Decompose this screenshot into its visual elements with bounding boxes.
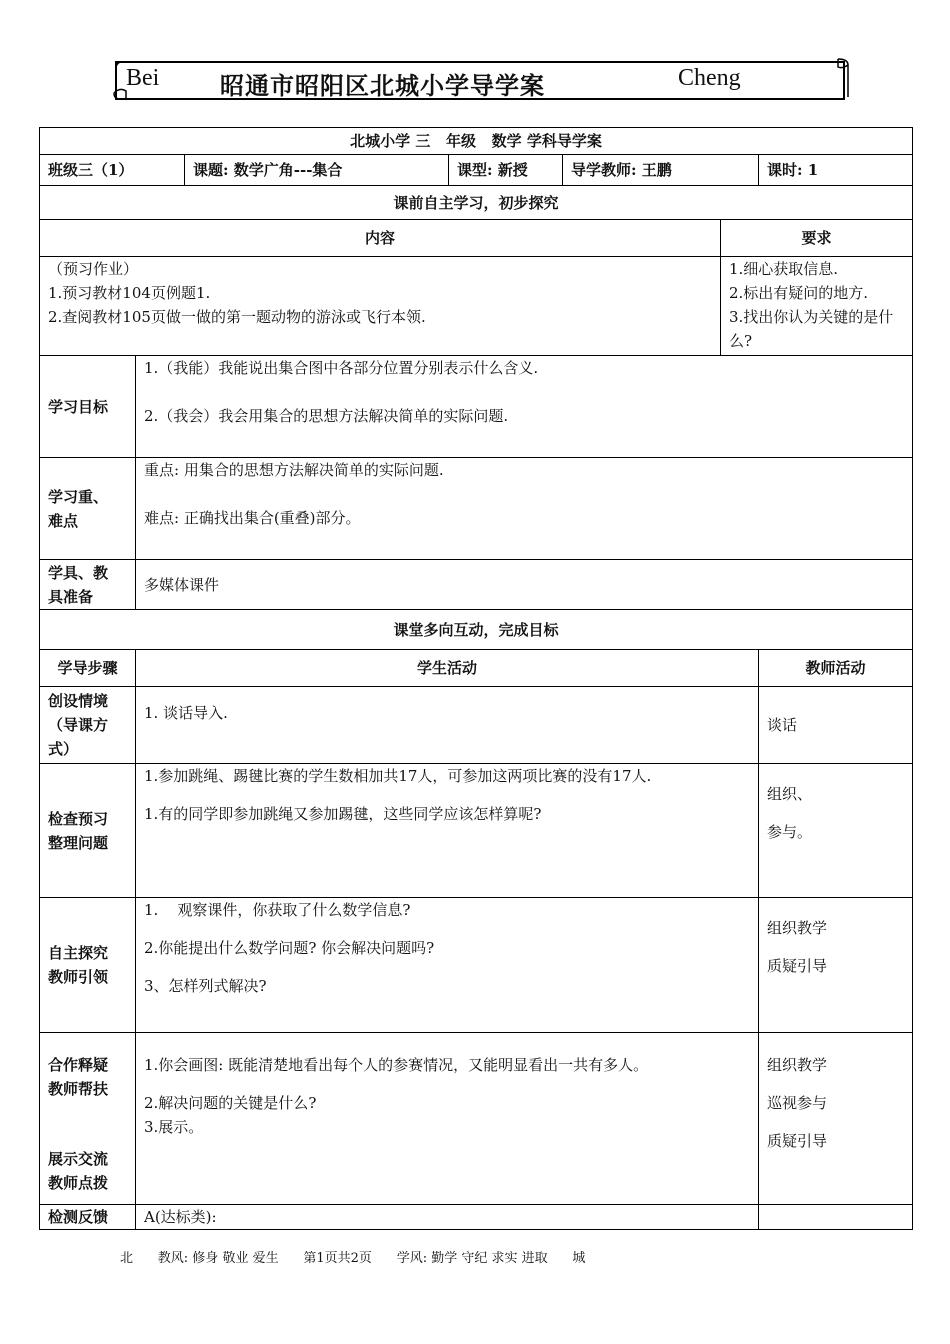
student-activity-explore: 1. 观察课件，你获取了什么数学信息? 2.你能提出什么数学问题? 你会解决问题吗? 3、怎样列式解决? [136,898,759,1033]
student-activity-check: 1.参加跳绳、踢毽比赛的学生数相加共17人，可参加这两项比赛的没有17人. 1.有的同学即参加跳绳又参加踢毽，这些同学应该怎样算呢? [136,764,759,898]
teacher-activity-feedback [759,1205,913,1230]
section-preclass-title: 课前自主学习，初步探究 [40,186,913,220]
lesson-plan-table [39,127,913,1230]
step-cooperate-display: 合作释疑 教师帮扶 展示交流 教师点拨 [40,1033,136,1205]
goal-item: 1.（我能）我能说出集合图中各部分位置分别表示什么含义. [144,359,539,377]
requirement-header: 要求 [721,220,913,257]
teacher-activity-check: 组织、 参与。 [759,764,913,898]
preview-line: （预习作业） [48,260,139,278]
step-feedback: 检测反馈 [40,1205,136,1230]
teacher-activity-situation: 谈话 [759,687,913,764]
focus-text: 重点: 用集合的思想方法解决简单的实际问题. [144,461,444,479]
banner-left-text: Bei [126,65,160,91]
teacher-activity-explore: 组织教学 质疑引导 [759,898,913,1033]
topic-cell: 课题: 数学广角---集合 [185,155,449,186]
goal-item: 2.（我会）我会用集合的思想方法解决简单的实际问题. [144,407,509,425]
student-activity-header: 学生活动 [136,650,759,687]
student-activity-feedback: A(达标类): [136,1205,759,1230]
preview-content [40,257,721,356]
requirement-line: 2.标出有疑问的地方. [729,284,869,302]
period-cell: 课时: 1 [759,155,913,186]
goals-content [136,356,913,458]
preview-line: 1.预习教材104页例题1. [48,284,211,302]
lesson-type-cell: 课型: 新授 [449,155,563,186]
difficulty-text: 难点: 正确找出集合(重叠)部分。 [144,509,361,527]
keypoints-label: 学习重、 难点 [40,458,136,560]
teacher-cell: 导学教师: 王鹏 [563,155,759,186]
plan-title-row: 北城小学 三 年级 数学 学科导学案 [40,128,913,155]
requirement-line: 1.细心获取信息. [729,260,839,278]
student-activity-cooperate: 1.你会画图: 既能清楚地看出每个人的参赛情况，又能明显看出一共有多人。 2.解决问题的关键是什么? 3.展示。 [136,1033,759,1205]
class-cell: 班级三（1） [40,155,185,186]
step-check-preview: 检查预习 整理问题 [40,764,136,898]
step-explore: 自主探究 教师引领 [40,898,136,1033]
keypoints-content [136,458,913,560]
content-header: 内容 [40,220,721,257]
teacher-activity-cooperate: 组织教学 巡视参与 质疑引导 [759,1033,913,1205]
banner-right-text: Cheng [678,65,741,91]
tools-content: 多媒体课件 [136,560,913,610]
step-header: 学导步骤 [40,650,136,687]
preview-line: 2.查阅教材105页做一做的第一题动物的游泳或飞行本领. [48,308,426,326]
tools-label: 学具、教 具准备 [40,560,136,610]
requirement-content [721,257,913,356]
teacher-activity-header: 教师活动 [759,650,913,687]
header-banner [112,57,850,101]
requirement-line: 3.找出你认为关键的是什么? [729,308,894,350]
page-footer: 北 教风: 修身 敬业 爱生 第1页共2页 学风: 勤学 守纪 求实 进取 城 [120,1251,586,1266]
section-classroom-title: 课堂多向互动，完成目标 [40,610,913,650]
banner-title: 昭通市昭阳区北城小学导学案 [220,72,545,100]
step-situation: 创设情境 （导课方 式） [40,687,136,764]
goals-label: 学习目标 [40,356,136,458]
student-activity-situation: 1. 谈话导入. [136,687,759,764]
